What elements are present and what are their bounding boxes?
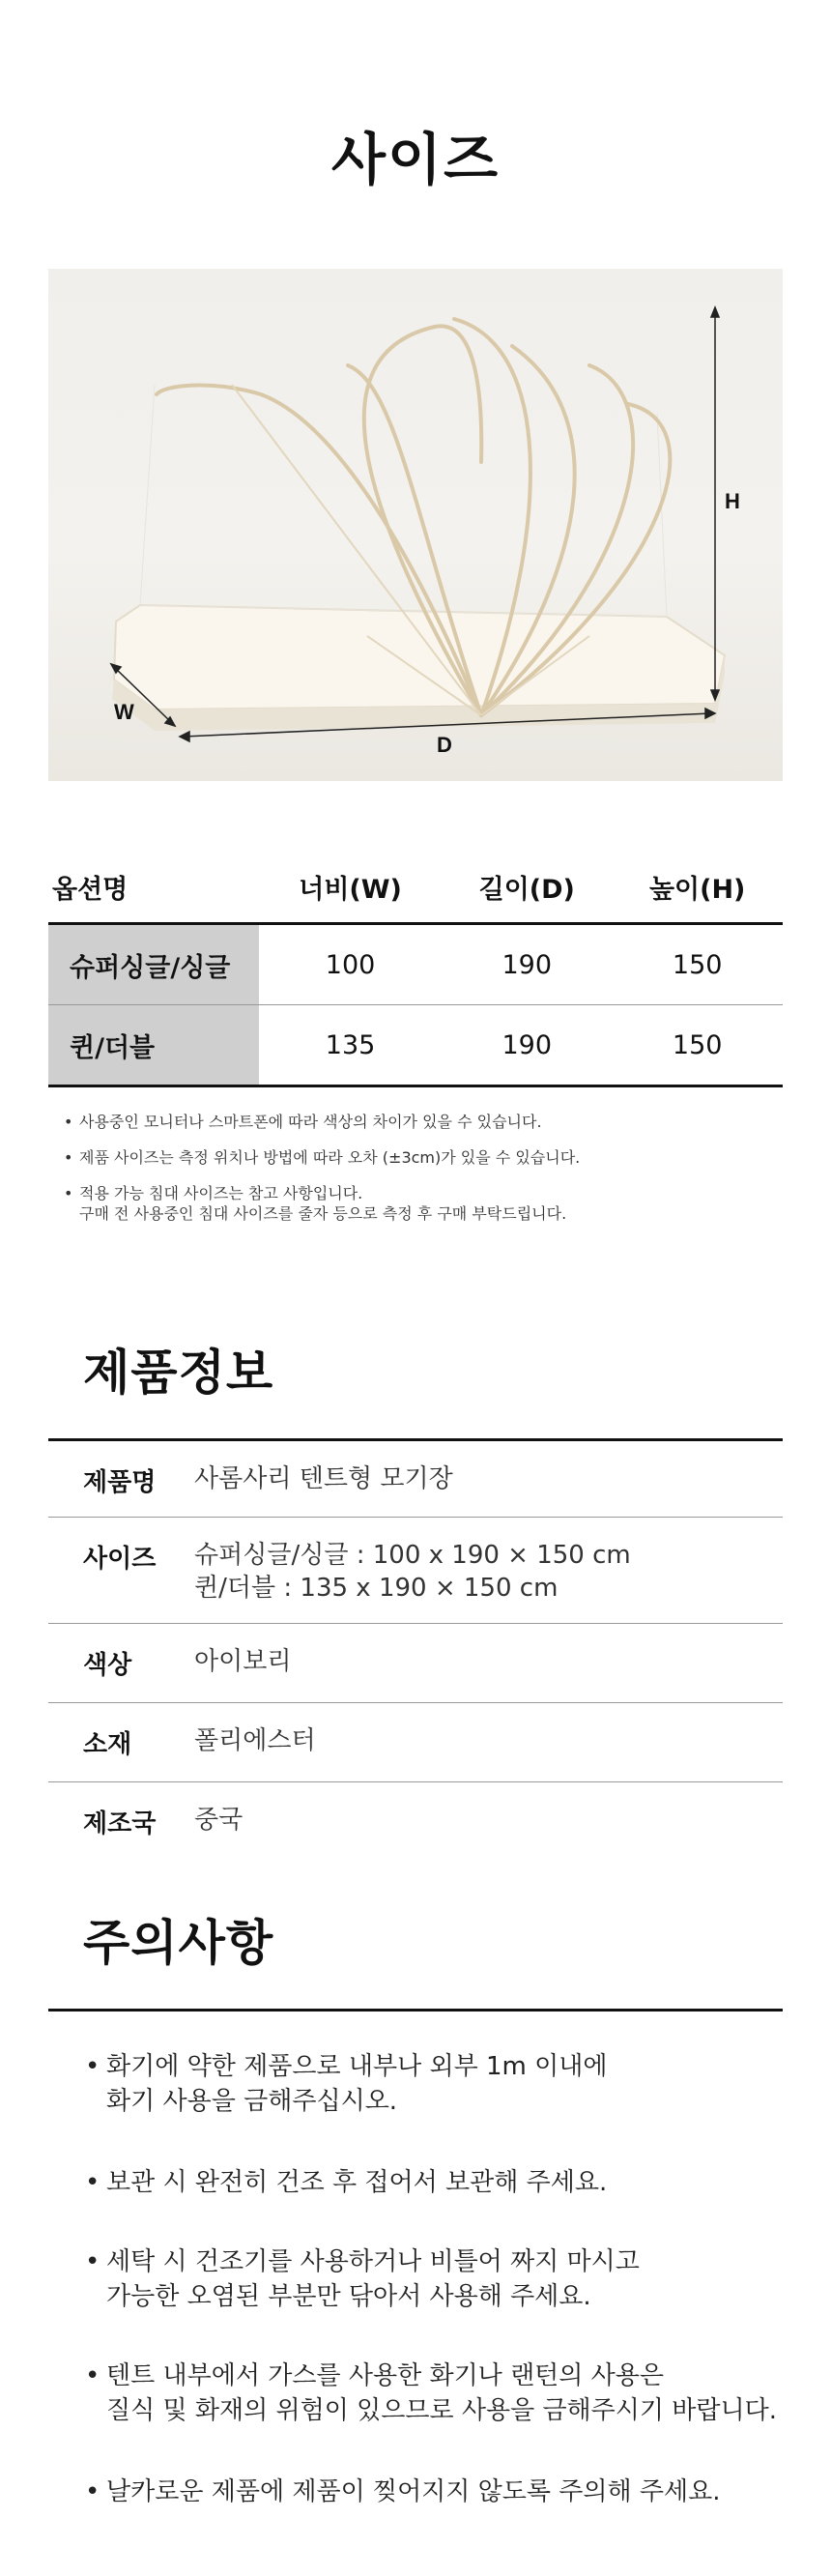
size-table [48,851,783,1087]
info-value [193,1440,783,1518]
tent-illustration [48,269,783,781]
tent-base [114,605,725,709]
info-label: 제조국 [83,1809,157,1838]
table-row [48,924,783,1005]
note-tolerance [64,1147,779,1168]
note-text: • 적용 가능 침대 사이즈는 참고 사항입니다. [79,1184,363,1202]
dimension-width-label: W [114,700,134,724]
dimension-height-label: H [725,489,740,513]
caution-text: 질식 및 화재의 위험이 있으므로 사용을 금해주시기 바랍니다. [106,2396,778,2425]
info-value-line: 중국 [194,1806,244,1835]
size-table-header [48,851,783,924]
bullet-icon: • [85,2361,100,2390]
width-value: 135 [259,1005,442,1086]
caution-item [85,2244,783,2314]
caution-divider [48,2009,783,2012]
table-row [48,1782,783,1862]
info-value-line: 사롬사리 텐트형 모기장 [194,1464,453,1493]
info-value-line: 폴리에스터 [194,1726,316,1755]
info-label: 사이즈 [48,1518,193,1624]
table-row [48,1005,783,1086]
bullet-icon: • [85,2052,100,2081]
tent-dimension-photo [48,269,783,781]
option-name: 슈퍼싱글/싱글 [48,924,259,1005]
caution-text: 보관 시 완전히 건조 후 접어서 보관해 주세요. [106,2168,608,2197]
caution-text: 화기에 약한 제품으로 내부나 외부 1m 이내에 [106,2052,608,2081]
caution-text: 화기 사용을 금해주십시오. [106,2087,398,2116]
product-info-table [48,1438,783,1862]
info-value-line: 슈퍼싱글/싱글 : 100 x 190 × 150 cm [194,1541,631,1570]
height-value: 150 [612,924,783,1005]
note-bed-size [64,1183,779,1224]
note-text: 구매 전 사용중인 침대 사이즈를 줄자 등으로 측정 후 구매 부탁드립니다. [79,1204,567,1223]
info-value-line: 아이보리 [194,1647,292,1676]
depth-value: 190 [442,924,612,1005]
table-row [48,1624,783,1703]
caution-text: 텐트 내부에서 가스를 사용한 화기나 랜턴의 사용은 [106,2361,665,2390]
info-value-line: 퀸/더블 : 135 x 190 × 150 cm [194,1574,559,1603]
info-label: 제품명 [48,1440,193,1518]
table-row [48,1440,783,1518]
product-info-title: 제품정보 [83,1345,274,1401]
size-section-title: 사이즈 [330,127,501,192]
caution-text: 세탁 시 건조기를 사용하거나 비틀어 짜지 마시고 [106,2247,640,2276]
info-value [193,1624,783,1703]
info-value [193,1518,783,1624]
info-value [193,1782,783,1862]
size-notes [64,1112,779,1239]
bullet-icon: • [85,2477,100,2506]
note-text: 제품 사이즈는 측정 위치나 방법에 따라 오차 (±3cm)가 있을 수 있습니다. [79,1148,581,1167]
dimension-depth-label: D [437,733,452,757]
header-height: 높이(H) [612,851,783,924]
table-row [48,1703,783,1782]
note-color [64,1112,779,1132]
caution-item [85,2475,783,2509]
header-width: 너비(W) [259,851,442,924]
caution-title: 주의사항 [83,1915,274,1971]
depth-value: 190 [442,1005,612,1086]
info-label: 색상 [48,1624,193,1703]
height-value: 150 [612,1005,783,1086]
bullet-icon: • [85,2168,100,2197]
header-depth: 길이(D) [442,851,612,924]
note-text: 사용중인 모니터나 스마트폰에 따라 색상의 차이가 있을 수 있습니다. [79,1113,542,1131]
caution-item [85,2359,783,2428]
header-option: 옵션명 [48,851,259,924]
caution-text: 가능한 오염된 부분만 닦아서 사용해 주세요. [106,2282,591,2311]
table-row [48,1518,783,1624]
info-label: 소재 [48,1703,193,1782]
caution-item [85,2165,783,2200]
caution-text: 날카로운 제품에 제품이 찢어지지 않도록 주의해 주세요. [106,2477,721,2506]
info-value [193,1703,783,1782]
caution-item [85,2049,783,2119]
bullet-icon: • [85,2247,100,2276]
width-value: 100 [259,924,442,1005]
option-name: 퀸/더블 [48,1005,259,1086]
